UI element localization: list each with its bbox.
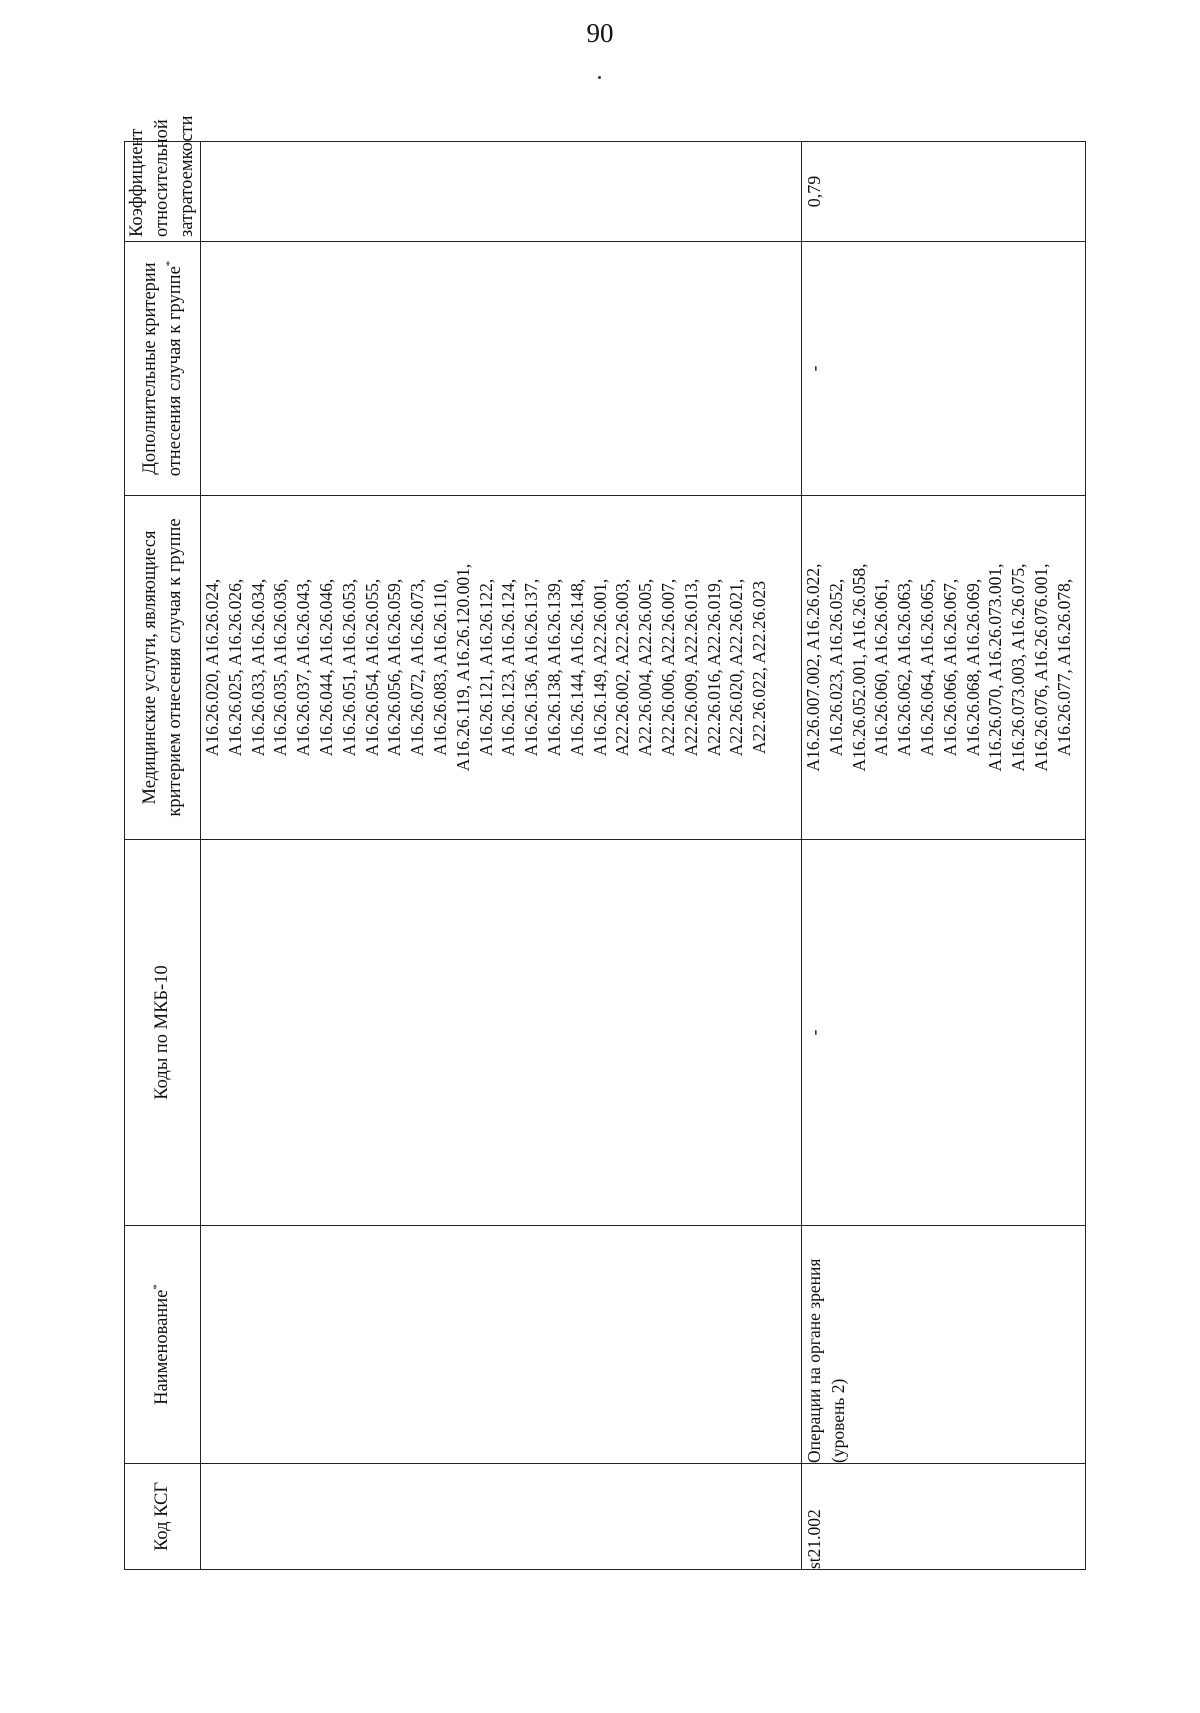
ksg-table	[124, 115, 1086, 1570]
cell-name: Операции на органе зрения (уровень 2)	[802, 1226, 1086, 1464]
header-name-text: Наименование	[152, 1289, 172, 1405]
table-row-continuation	[201, 142, 802, 1570]
header-row	[125, 142, 201, 1570]
header-services	[125, 496, 201, 840]
cell-code: st21.002	[802, 1464, 1086, 1570]
table-row-st21-002	[802, 142, 1086, 1570]
header-coefficient	[125, 115, 201, 242]
cell-services-continuation: A16.26.020, A16.26.024, A16.26.025, A16.26.026, A16.26.033, A16.26.034, A16.26.035, A16.26.036, A16.26.037, A16.26.043, A16.26.044, A16.26.046, A16.26.051, A16.26.053, A16.26.054, A16.26.055, A16.26.056, A16.26.059, A16.26.072, A16.26.073, A16.26.083, A16.26.110, A16.26.119, A16.26.120.001, A16.26.121, A16.26.122, A16.26.123, A16.26.124, A16.26.136, A16.26.137, A16.26.138, A16.26.139, A16.26.144, A16.26.148, A16.26.149, A22.26.001, A22.26.002, A22.26.003, A22.26.004, A22.26.005, A22.26.006, A22.26.007, A22.26.009, A22.26.013, A22.26.016, A22.26.019, A22.26.020, A22.26.021, A22.26.022, A22.26.023	[201, 496, 802, 840]
header-code-text: Код КСГ	[152, 1481, 172, 1552]
scan-speck	[598, 76, 601, 79]
header-name	[125, 1226, 201, 1464]
header-code	[125, 1464, 201, 1570]
rotated-table-container	[124, 115, 1081, 1570]
header-mkb-text: Коды по МКБ-10	[152, 965, 172, 1100]
cell-services: A16.26.007.002, A16.26.022, A16.26.023, A16.26.052, A16.26.052.001, A16.26.058, A16.26.060, A16.26.061, A16.26.062, A16.26.063, A16.26.064, A16.26.065, A16.26.066, A16.26.067, A16.26.068, A16.26.069, A16.26.070, A16.26.073.001, A16.26.073.003, A16.26.075, A16.26.076, A16.26.076.001, A16.26.077, A16.26.078,	[802, 496, 1086, 840]
header-mkb	[125, 840, 201, 1226]
page-number: 90	[586, 18, 614, 48]
header-coefficient-text: Коэффициент относительной затратоемкости	[127, 115, 197, 237]
footnote-mark: *	[163, 260, 176, 267]
cell-name-empty	[201, 1226, 802, 1464]
cell-mkb-empty	[201, 840, 802, 1226]
header-criteria-text: Дополнительные критерии отнесения случая к группе	[139, 262, 185, 477]
cell-coefficient-empty	[201, 142, 802, 242]
cell-coefficient: 0,79	[802, 142, 1086, 242]
header-services-text: Медицинские услуги, являющиеся критерием отнесения случая к группе	[139, 518, 185, 817]
header-criteria	[125, 242, 201, 496]
cell-code-empty	[201, 1464, 802, 1570]
footnote-mark: *	[150, 1284, 163, 1290]
cell-mkb: -	[802, 840, 1086, 1226]
cell-criteria-empty	[201, 242, 802, 496]
cell-criteria: -	[802, 242, 1086, 496]
